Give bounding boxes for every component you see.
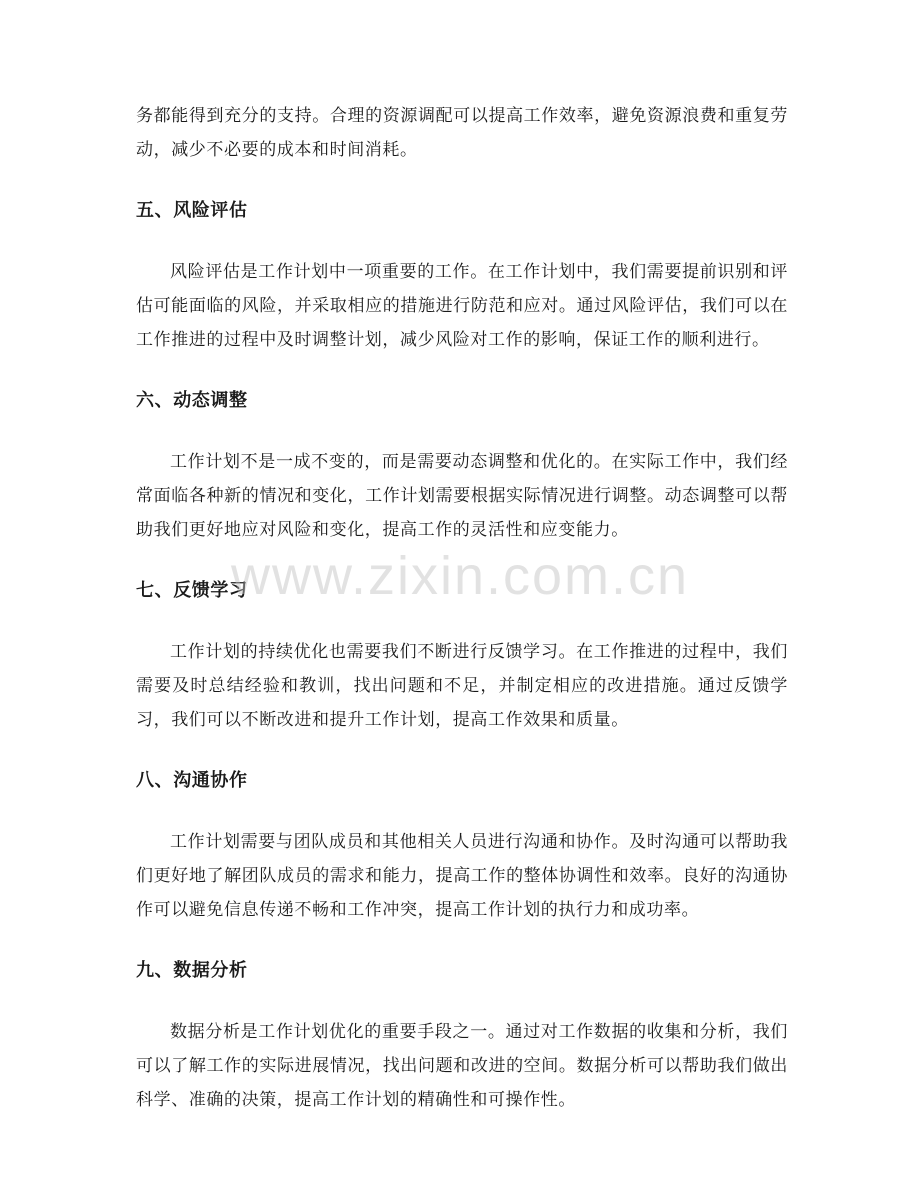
- section-heading-feedback-learning: 七、反馈学习: [136, 580, 248, 601]
- section-body-feedback-learning: 工作计划的持续优化也需要我们不断进行反馈学习。在工作推进的过程中，我们需要及时总结经验和教训，找出问题和不足，并制定相应的改进措施。通过反馈学习，我们可以不断改进和提升工作计划，提高工作效果和质量。: [136, 642, 788, 730]
- document-content: [136, 99, 788, 1117]
- section-heading-dynamic-adjustment: 六、动态调整: [136, 390, 248, 411]
- watermark-text: www.zixin.com.cn: [230, 546, 690, 606]
- section-body-risk-assessment: 风险评估是工作计划中一项重要的工作。在工作计划中，我们需要提前识别和评估可能面临的风险，并采取相应的措施进行防范和应对。通过风险评估，我们可以在工作推进的过程中及时调整计划，减少风险对工作的影响，保证工作的顺利进行。: [136, 262, 788, 350]
- section-heading-risk-assessment: 五、风险评估: [136, 200, 248, 221]
- section-body-dynamic-adjustment: 工作计划不是一成不变的，而是需要动态调整和优化的。在实际工作中，我们经常面临各种新的情况和变化，工作计划需要根据实际情况进行调整。动态调整可以帮助我们更好地应对风险和变化，提高工作的灵活性和应变能力。: [136, 452, 788, 540]
- section-heading-communication: 八、沟通协作: [136, 770, 248, 791]
- section-body-data-analysis: 数据分析是工作计划优化的重要手段之一。通过对工作数据的收集和分析，我们可以了解工作的实际进展情况，找出问题和改进的空间。数据分析可以帮助我们做出科学、准确的决策，提高工作计划的精确性和可操作性。: [136, 1022, 788, 1110]
- intro-paragraph: 务都能得到充分的支持。合理的资源调配可以提高工作效率，避免资源浪费和重复劳动，减少不必要的成本和时间消耗。: [136, 106, 788, 160]
- section-heading-data-analysis: 九、数据分析: [136, 960, 248, 981]
- section-body-communication: 工作计划需要与团队成员和其他相关人员进行沟通和协作。及时沟通可以帮助我们更好地了解团队成员的需求和能力，提高工作的整体协调性和效率。良好的沟通协作可以避免信息传递不畅和工作冲突，提高工作计划的执行力和成功率。: [136, 832, 788, 920]
